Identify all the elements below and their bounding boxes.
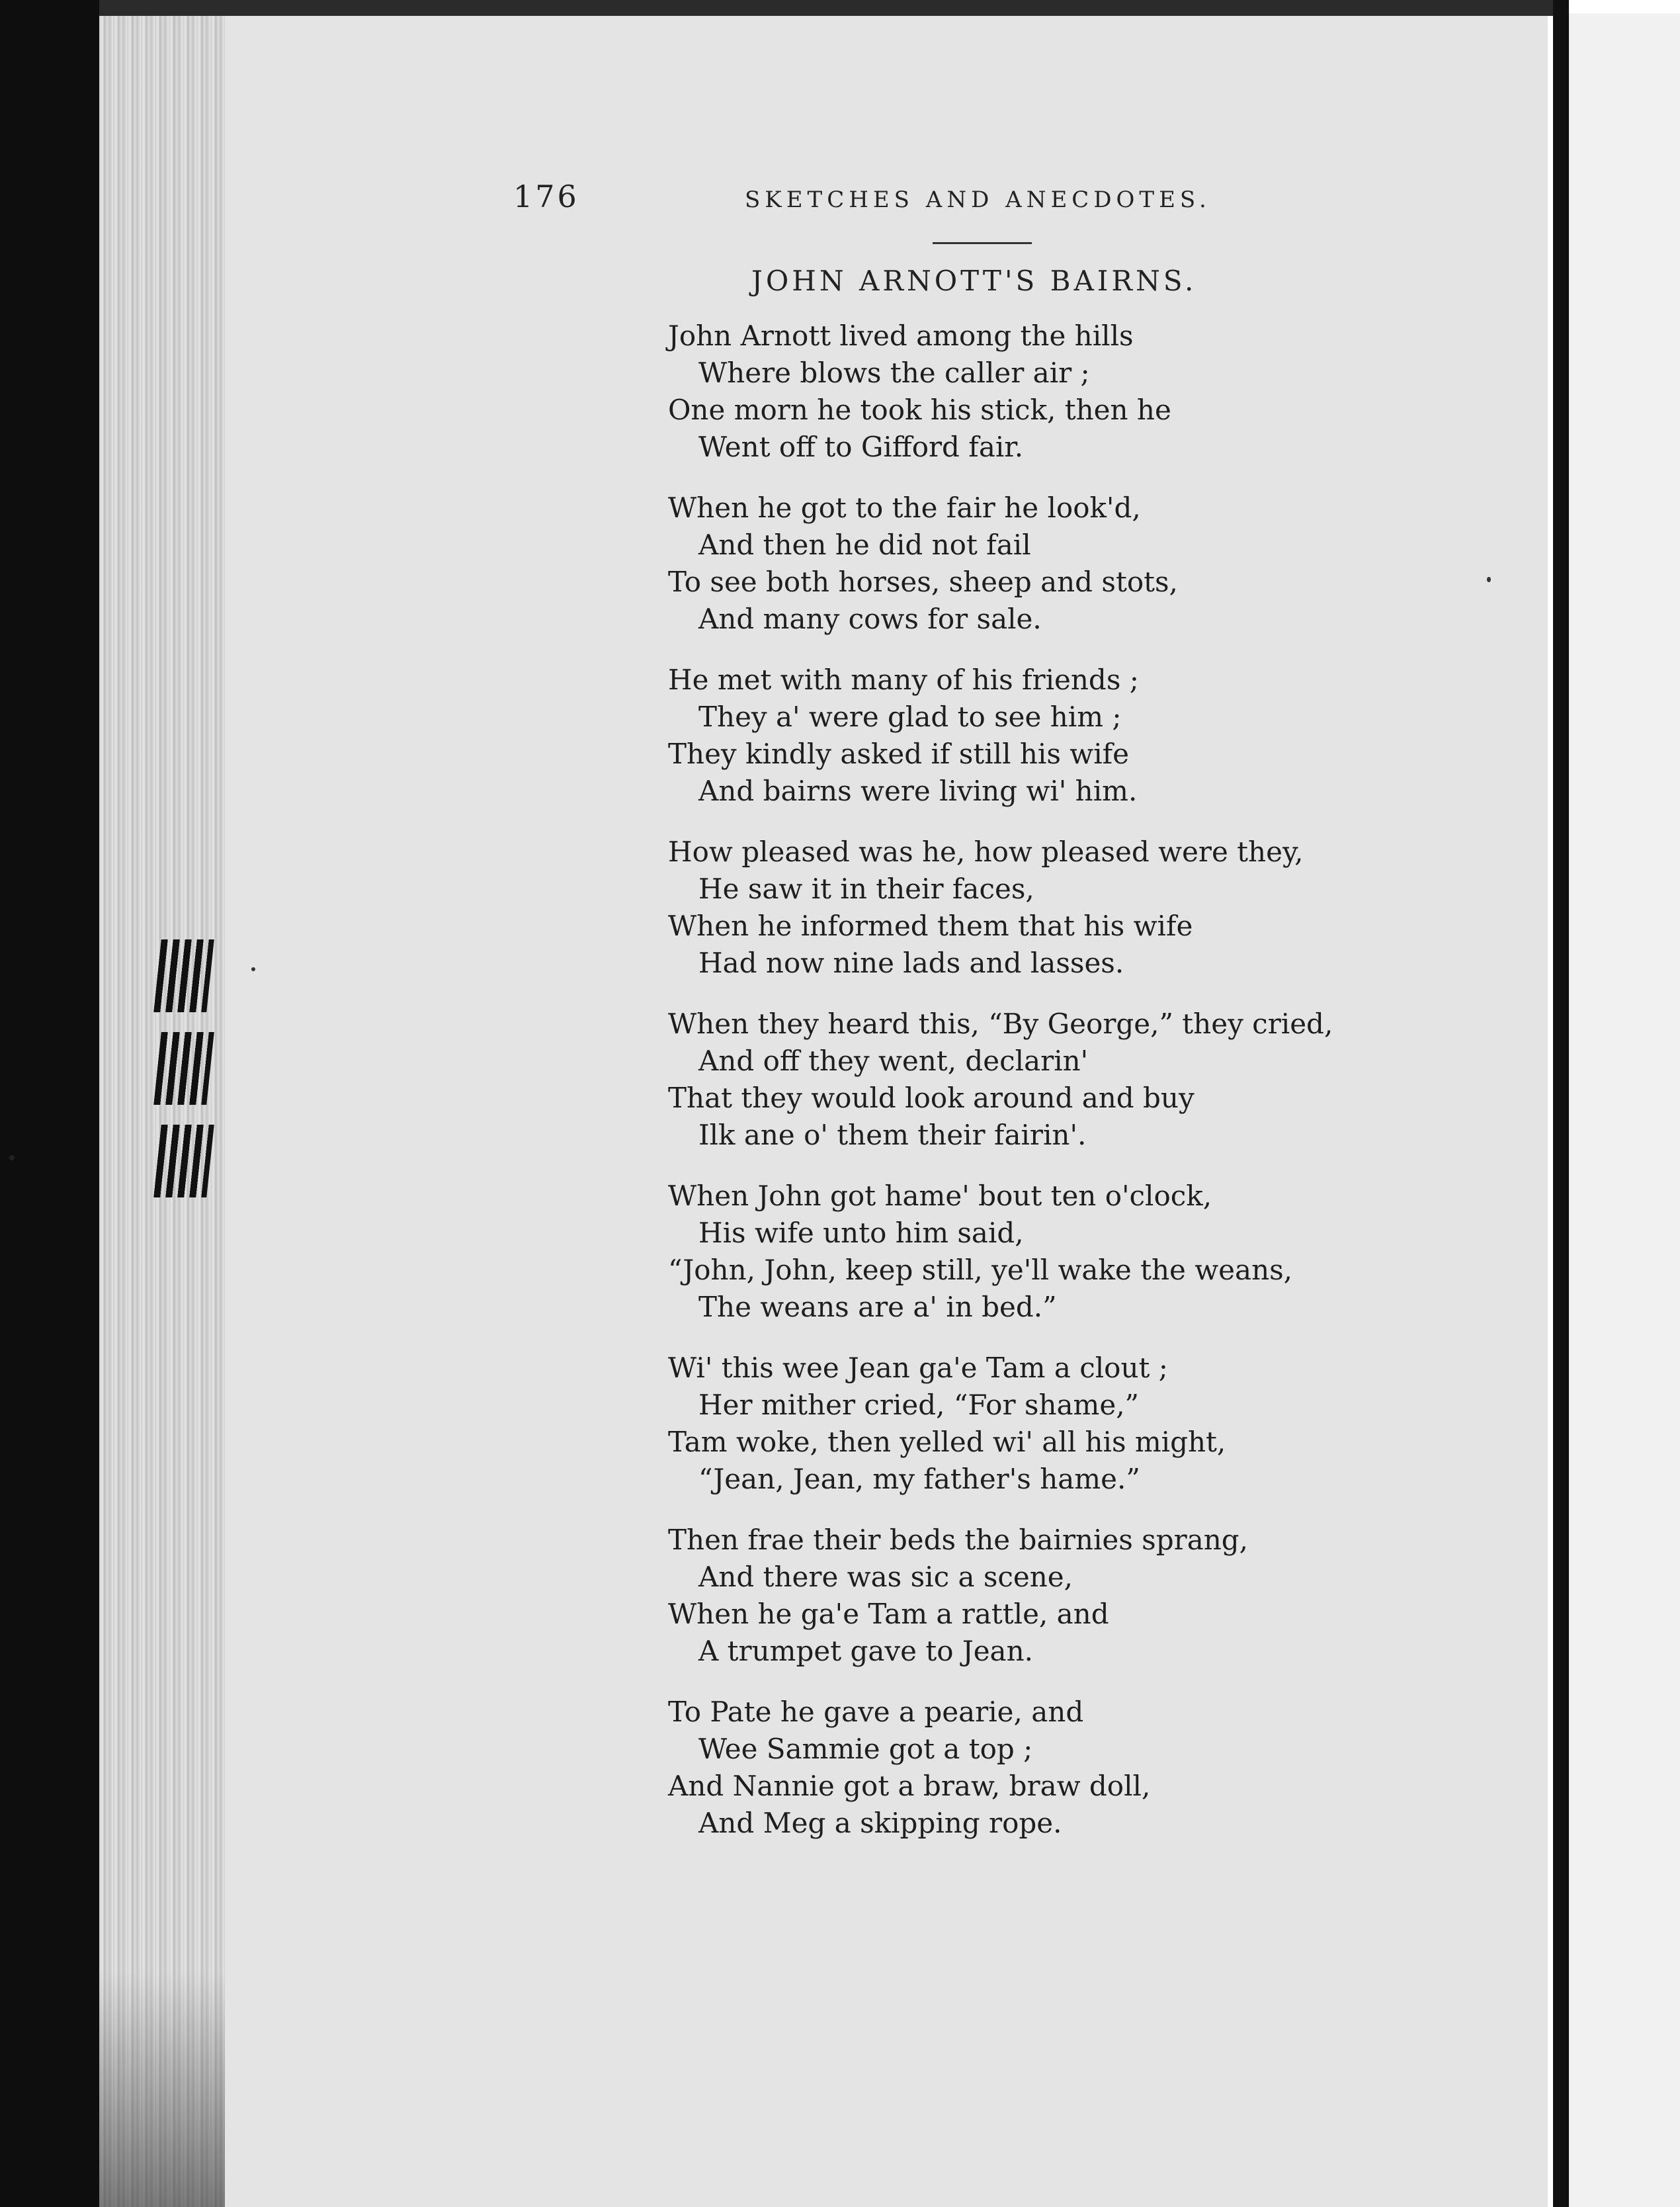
stanza <box>668 834 1409 982</box>
poem-body <box>668 318 1409 1866</box>
poem-line: Then frae their beds the bairnies sprang, <box>668 1524 1249 1556</box>
poem-line: And Nannie got a braw, braw doll, <box>668 1770 1151 1802</box>
poem-line: That they would look around and buy <box>668 1082 1195 1114</box>
poem-line: “Jean, Jean, my father's hame.” <box>698 1463 1140 1495</box>
poem-line: And Meg a skipping rope. <box>698 1807 1062 1839</box>
poem-line: The weans are a' in bed.” <box>698 1291 1057 1323</box>
poem-line: Where blows the caller air ; <box>698 357 1090 389</box>
poem-line: He saw it in their faces, <box>698 873 1034 905</box>
poem-line: Wi' this wee Jean ga'e Tam a clout ; <box>668 1352 1168 1384</box>
header-rule <box>933 242 1032 244</box>
poem-line: John Arnott lived among the hills <box>668 320 1134 352</box>
poem-line: And off they went, declarin' <box>698 1045 1089 1077</box>
poem-line: When he informed them that his wife <box>668 910 1193 942</box>
poem-line: Wee Sammie got a top ; <box>698 1733 1033 1765</box>
poem-line: And bairns were living wi' him. <box>698 775 1138 807</box>
poem-line: How pleased was he, how pleased were they, <box>668 836 1304 868</box>
page-number: 176 <box>513 179 579 214</box>
poem-line: To Pate he gave a pearie, and <box>668 1696 1084 1728</box>
poem-title: JOHN ARNOTT'S BAIRNS. <box>751 265 1197 297</box>
poem-line: To see both horses, sheep and stots, <box>668 566 1178 598</box>
stanza <box>668 1350 1409 1498</box>
poem-line: Had now nine lads and lasses. <box>698 947 1124 979</box>
poem-line: Her mither cried, “For shame,” <box>698 1389 1140 1421</box>
poem-line: They kindly asked if still his wife <box>668 738 1130 770</box>
poem-line: Ilk ane o' them their fairin'. <box>698 1119 1087 1151</box>
poem-line: And then he did not fail <box>698 529 1031 561</box>
stanza <box>668 1006 1409 1154</box>
stanza <box>668 1694 1409 1842</box>
stanza <box>668 1522 1409 1670</box>
poem-line: His wife unto him said, <box>698 1217 1024 1249</box>
poem-line: One morn he took his stick, then he <box>668 394 1171 426</box>
stanza <box>668 318 1409 466</box>
poem-line: When John got hame' bout ten o'clock, <box>668 1180 1212 1212</box>
poem-line: A trumpet gave to Jean. <box>698 1635 1033 1667</box>
stanza <box>668 1178 1409 1326</box>
poem-line: They a' were glad to see him ; <box>698 701 1122 733</box>
poem-line: Went off to Gifford fair. <box>698 431 1024 463</box>
poem-line: When they heard this, “By George,” they cried, <box>668 1008 1333 1040</box>
poem-line: “John, John, keep still, ye'll wake the weans, <box>668 1254 1293 1286</box>
stanza <box>668 490 1409 638</box>
poem-line: When he ga'e Tam a rattle, and <box>668 1598 1109 1630</box>
stanza <box>668 662 1409 810</box>
running-head-title: SKETCHES AND ANECDOTES. <box>745 187 1211 213</box>
poem-line: When he got to the fair he look'd, <box>668 492 1141 524</box>
poem-line: And there was sic a scene, <box>698 1561 1073 1593</box>
poem-line: Tam woke, then yelled wi' all his might, <box>668 1426 1226 1458</box>
poem-line: And many cows for sale. <box>698 603 1042 635</box>
poem-line: He met with many of his friends ; <box>668 664 1139 696</box>
